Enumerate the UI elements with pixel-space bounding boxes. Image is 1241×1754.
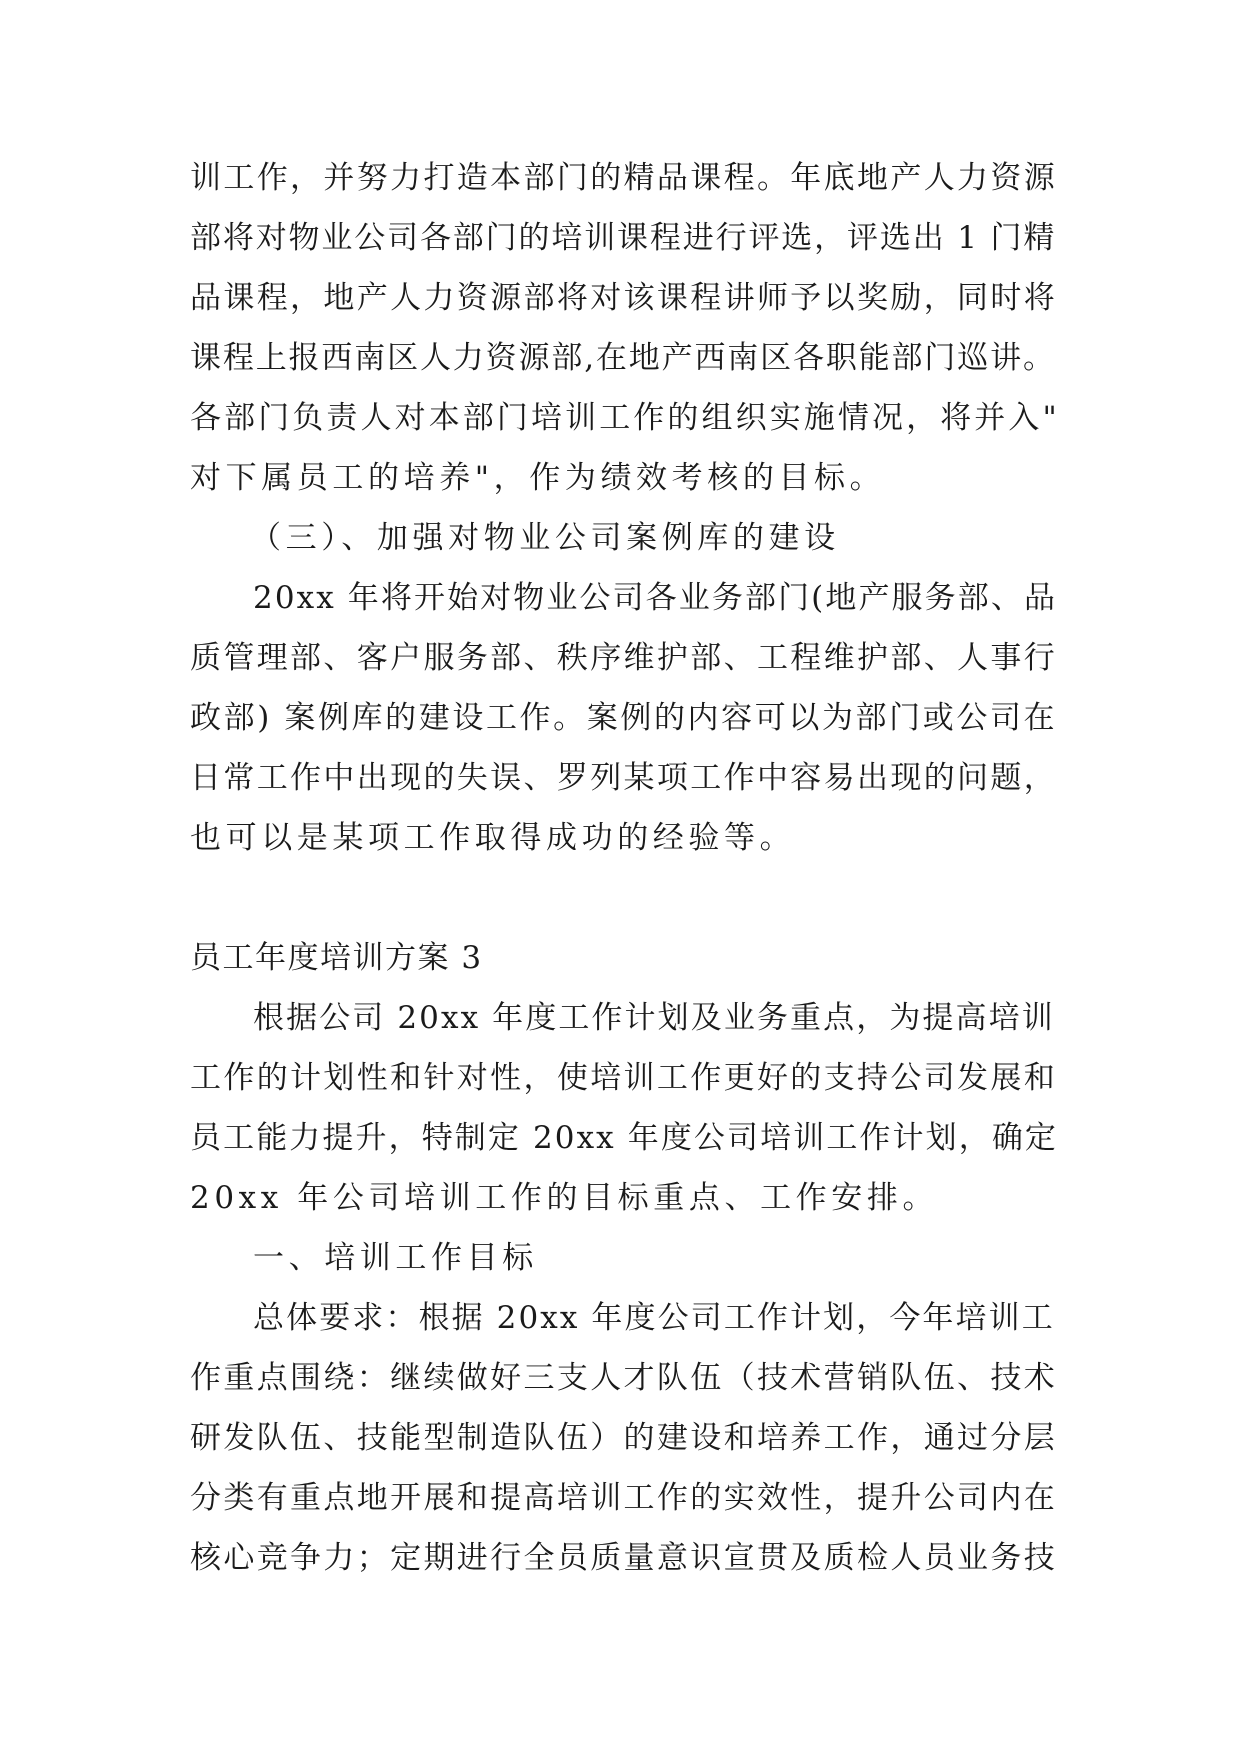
subheading: （三）、加强对物业公司案例库的建设 <box>250 520 840 556</box>
subheading: 一、培训工作目标 <box>253 1240 538 1276</box>
text-line: 训工作，并努力打造本部门的精品课程。年底地产人力资源 <box>190 160 1058 196</box>
text-line: 对下属员工的培养"，作为绩效考核的目标。 <box>190 460 886 496</box>
text-line: 根据公司 20xx 年度工作计划及业务重点，为提高培训 <box>253 1000 1055 1036</box>
text-line: 课程上报西南区人力资源部,在地产西南区各职能部门巡讲。 <box>190 340 1056 376</box>
text-line: 核心竞争力；定期进行全员质量意识宣贯及质检人员业务技 <box>190 1540 1058 1576</box>
text-line: 日常工作中出现的失误、罗列某项工作中容易出现的问题， <box>190 760 1058 796</box>
text-line: 也可以是某项工作取得成功的经验等。 <box>190 820 796 856</box>
text-line: 品课程，地产人力资源部将对该课程讲师予以奖励，同时将 <box>190 280 1058 316</box>
text-line: 部将对物业公司各部门的培训课程进行评选，评选出 1 门精 <box>190 220 1057 256</box>
text-line: 各部门负责人对本部门培训工作的组织实施情况，将并入" <box>190 400 1060 436</box>
text-line: 总体要求：根据 20xx 年度公司工作计划，今年培训工 <box>253 1300 1055 1336</box>
text-line: 研发队伍、技能型制造队伍）的建设和培养工作，通过分层 <box>190 1420 1058 1456</box>
text-line: 作重点围绕：继续做好三支人才队伍（技术营销队伍、技术 <box>190 1360 1058 1396</box>
text-line: 员工能力提升，特制定 20xx 年度公司培训工作计划，确定 <box>190 1120 1059 1156</box>
text-line: 20xx 年将开始对物业公司各业务部门(地产服务部、品 <box>253 580 1058 616</box>
text-line: 分类有重点地开展和提高培训工作的实效性，提升公司内在 <box>190 1480 1058 1516</box>
text-line: 政部) 案例库的建设工作。案例的内容可以为部门或公司在 <box>190 700 1058 736</box>
text-line: 20xx 年公司培训工作的目标重点、工作安排。 <box>190 1180 939 1216</box>
text-line: 质管理部、客户服务部、秩序维护部、工程维护部、人事行 <box>190 640 1058 676</box>
section-title: 员工年度培训方案 3 <box>190 940 483 976</box>
text-line: 工作的计划性和针对性，使培训工作更好的支持公司发展和 <box>190 1060 1058 1096</box>
